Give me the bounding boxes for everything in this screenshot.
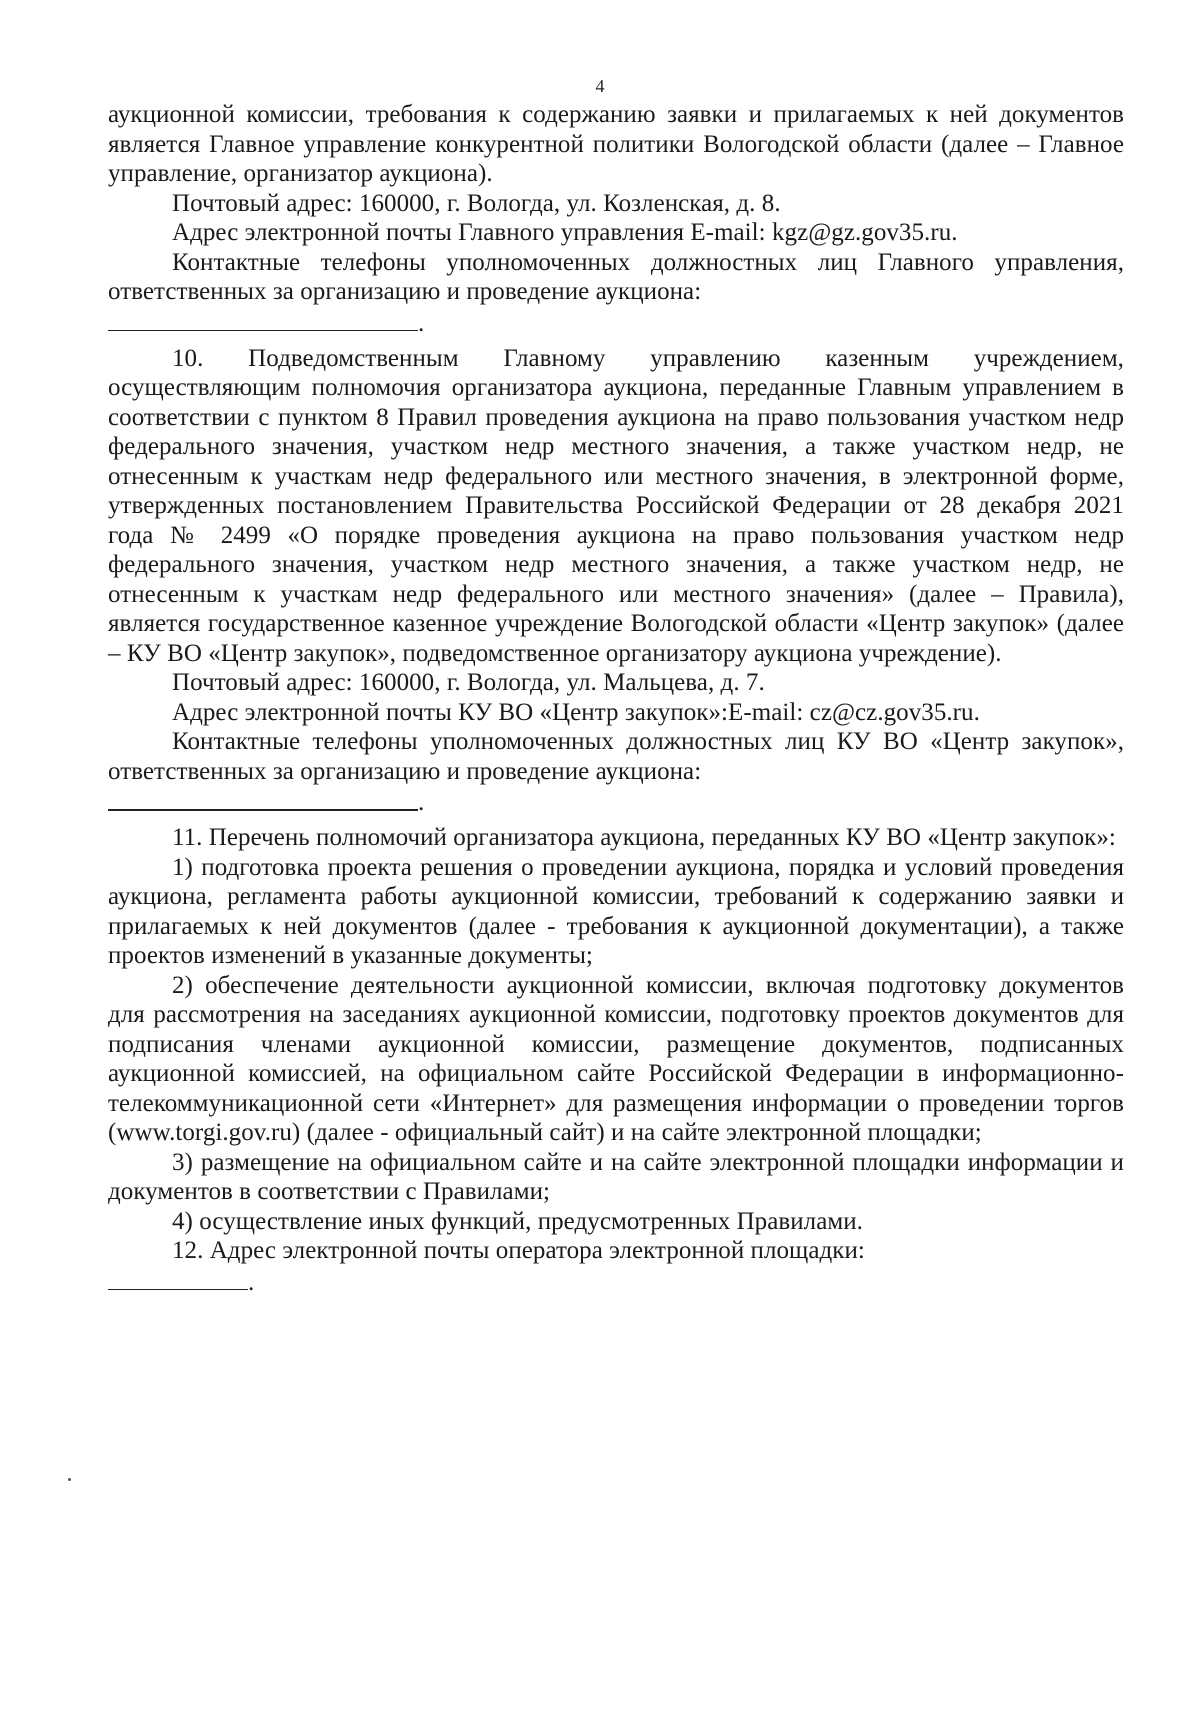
page-number: 4 [595, 76, 605, 96]
blank-phone-line-main [108, 307, 1124, 337]
paragraph-email-main: Адрес электронной почты Главного управления E-mail: kgz@gz.gov35.ru. [172, 219, 958, 246]
blank-terminator: . [418, 789, 425, 816]
scan-speck [68, 1478, 71, 1481]
paragraph-section-10: 10. Подведомственным Главному управлению казенным учреждением, осуществляющим полномочия организатора аукциона, переданные Главным управлением в соответствии с пунктом 8 Правил проведения аукциона на право пользования участком недр федерального значения, участком недр местного значения, а также участком недр, не отнесенным к участкам недр федерального или местного значения, в электронной форме, утвержденных постановлением Правительства Российской Федерации от 28 декабря 2021 года № 2499 «О порядке проведения аукциона на право пользования участком недр федерального значения, участком недр местного значения, а также участком недр, не отнесенным к участкам недр федерального или местного значения» (далее – Правила), является государственное казенное учреждение Вологодской области «Центр закупок» (далее – КУ ВО «Центр закупок», подведомственное организатору аукциона учреждение). [108, 344, 1124, 667]
paragraph-postal-address-main: Почтовый адрес: 160000, г. Вологда, ул. Козленская, д. 8. [172, 189, 781, 217]
paragraph-continuation: аукционной комиссии, требования к содержанию заявки и прилагаемых к ней документов является Главное управление конкурентной политики Вологодской области (далее – Главное управление, организатор аукциона). [108, 101, 1124, 187]
list-item-4: 4) осуществление иных функций, предусмотренных Правилами. [172, 1207, 863, 1235]
paragraph-contacts-main: Контактные телефоны уполномоченных должностных лиц Главного управления, ответственных за организацию и проведение аукциона: [108, 248, 1124, 305]
list-item-2: 2) обеспечение деятельности аукционной комиссии, включая подготовку документов для рассмотрения на заседаниях аукционной комиссии, подготовку проектов документов для подписания членами аукционной комиссии, размещение документов, подписанных аукционной комиссией, на официальном сайте Российской Федерации в информационно-телекоммуникационной сети «Интернет» для размещения информации о проведении торгов (www.torgi.gov.ru) (далее - официальный сайт) и на сайте электронной площадки; [108, 971, 1124, 1146]
blank-rule [108, 1289, 248, 1291]
blank-terminator: . [248, 1268, 255, 1296]
paragraph-contacts-center: Контактные телефоны уполномоченных должностных лиц КУ ВО «Центр закупок», ответственных за организацию и проведение аукциона: [108, 728, 1124, 785]
list-item-1: 1) подготовка проекта решения о проведении аукциона, порядка и условий проведения аукциона, регламента работы аукционной комиссии, требований к содержанию заявки и прилагаемых к ней документов (далее - требования к аукционной документации), а также проектов изменений в указанные документы; [108, 853, 1124, 969]
document-body [108, 100, 1124, 1303]
paragraph-email-center: Адрес электронной почты КУ ВО «Центр закупок»:E-mail: cz@cz.gov35.ru. [172, 698, 980, 726]
blank-phone-line-center [108, 786, 1124, 816]
list-item-3: 3) размещение на официальном сайте и на сайте электронной площадки информации и документов в соответствии с Правилами; [108, 1148, 1124, 1205]
paragraph-postal-address-center: Почтовый адрес: 160000, г. Вологда, ул. Мальцева, д. 7. [172, 669, 765, 696]
blank-terminator: . [418, 309, 425, 337]
blank-rule [108, 330, 418, 332]
paragraph-section-12: 12. Адрес электронной почты оператора электронной площадки: [172, 1237, 865, 1264]
paragraph-section-11: 11. Перечень полномочий организатора аукциона, переданных КУ ВО «Центр закупок»: [172, 824, 1116, 851]
blank-rule [108, 809, 418, 811]
blank-email-line-operator [108, 1266, 1124, 1296]
